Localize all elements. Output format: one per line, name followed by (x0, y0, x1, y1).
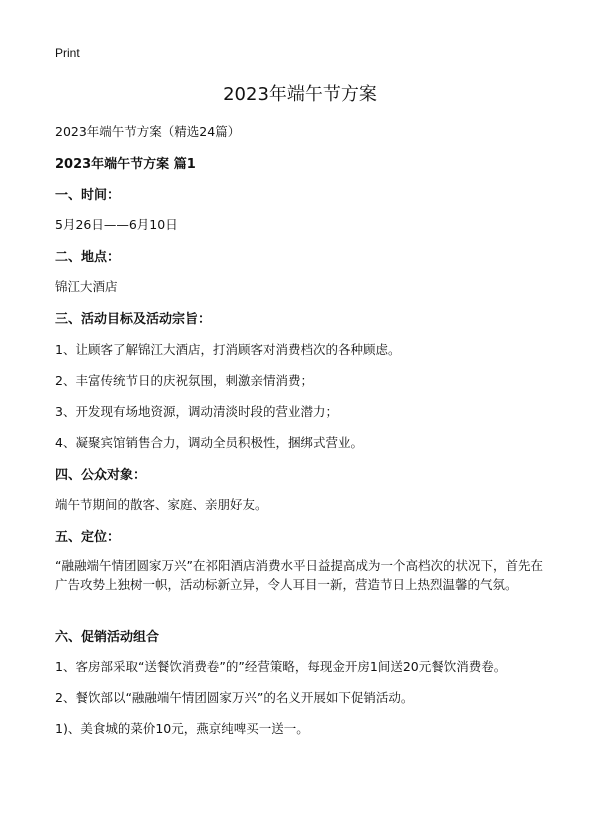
section-title: 2023年端午节方案 篇1 (55, 157, 196, 172)
positioning-paragraph: “融融端午情团圆家万兴”在祁阳酒店消费水平日益提高成为一个高档次的状况下，首先在广告攻势上独树一帜，活动标新立异，令人耳目一新，营造节日上热烈温馨的气氛。 (55, 558, 543, 592)
document-title: 2023年端午节方案 (223, 84, 377, 105)
print-link[interactable]: Print (55, 46, 80, 60)
heading-positioning: 五、定位： (55, 530, 121, 545)
goal-item: 3、开发现有场地资源，调动清淡时段的营业潜力； (55, 404, 338, 419)
place-text: 锦江大酒店 (55, 279, 118, 294)
goal-item: 1、让顾客了解锦江大酒店，打消顾客对消费档次的各种顾虑。 (55, 342, 401, 357)
heading-goals: 三、活动目标及活动宗旨： (55, 312, 212, 327)
heading-time: 一、时间： (55, 188, 121, 203)
goal-item: 2、丰富传统节日的庆祝氛围，刺激亲情消费； (55, 373, 313, 388)
promo-item: 2、餐饮部以“融融端午情团圆家万兴”的名义开展如下促销活动。 (55, 690, 414, 705)
heading-audience: 四、公众对象： (55, 468, 147, 483)
document-subtitle: 2023年端午节方案（精选24篇） (55, 124, 241, 139)
heading-place: 二、地点： (55, 250, 121, 265)
promo-item: 1)、美食城的菜价10元，燕京纯啤买一送一。 (55, 721, 309, 736)
audience-text: 端午节期间的散客、家庭、亲朋好友。 (55, 497, 268, 512)
promo-item: 1、客房部采取“送餐饮消费卷”的”经营策略，每现金开房1间送20元餐饮消费卷。 (55, 659, 507, 674)
time-text: 5月26日——6月10日 (55, 217, 178, 232)
heading-promo: 六、促销活动组合 (55, 630, 160, 645)
goal-item: 4、凝聚宾馆销售合力，调动全员积极性，捆绑式营业。 (55, 435, 363, 450)
